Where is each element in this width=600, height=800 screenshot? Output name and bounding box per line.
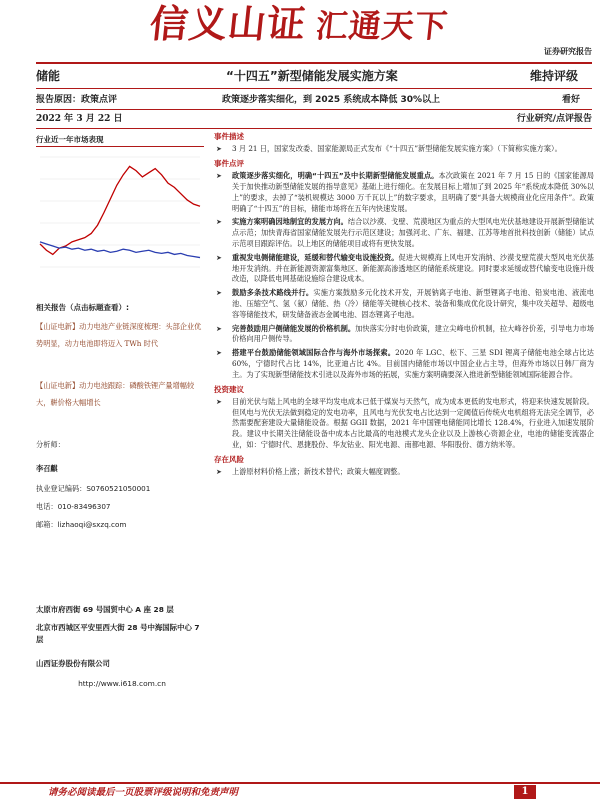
address-line: 太原市府西街 69 号国贸中心 A 座 28 层 (36, 605, 174, 614)
title-row (36, 67, 592, 85)
page-number: 1 (514, 785, 536, 799)
analyst-email[interactable]: 邮箱：lizhaoqi@sxzq.com (36, 520, 127, 529)
company-url[interactable]: http://www.i618.com.cn (78, 679, 166, 688)
paragraph-text: 目前光伏与陆上风电的全球平均发电成本已低于煤炭与天然气，成为成本更低的发电形式，将迎来快速发展阶段。但风电与光伏无法做到稳定的发电功率，且风电与光伏发电占比达到一定阈值后传统火电机组将无法完全调节，必然需要配套建设大量储能设备。根据 GGII 数据，2021 年中国锂电储能同比增长 128.4%，行业进入加速发展阶段。建议中长期关注储能设备中成本占比最高的电池模式龙头企业以及上游核心资源企业，电池的储能变流器企业，如：宁德时代、恩捷股份、华友钴业、阳光电源、南都电源、华阳股份、德方纳米等。 (232, 396, 594, 450)
paragraph-text: 结合以沙漠、戈壁、荒漠地区为重点的大型风电光伏基地建设开展新型储能试点示范；加快青海省国家储能发展先行示范区建设；加强河北、广东、福建、江苏等地首批科技创新（储能）试点示范项目跟踪评估。以上地区的储能项目或将有更快发展。 (232, 217, 594, 249)
paragraph-text: 本次政策在 2021 年 7 月 15 日的《国家能源局关于加快推动新型储能发展的指导意见》基础上进行细化。在发展目标上增加了到 2025 年“系统成本降低 30%以上”的要求，去掉了“装机规模达 3000 万千瓦以上”的数字要求，且明确了要“具备大规模商业化应用条件”。政策明确了“十四五”的目标，储能市场将在五年内快速发展。 (232, 171, 594, 213)
related-tag: 【山证电新】 (36, 381, 80, 390)
section-comment: 事件点评 (214, 159, 244, 169)
arrow-icon: ➤ (216, 289, 222, 298)
paragraph (214, 253, 594, 285)
paragraph-text: 促进大规模海上风电开发消纳、沙漠戈壁荒漠大型风电光伏基地开发消纳。并在新能源资源富集地区、新能源高渗透地区的储能系统建设。同时要求延缓或替代输变电设施升级改造，以降低电网基础设施综合建设成本。 (232, 252, 594, 284)
divider (36, 109, 592, 110)
analyst-heading: 分析师： (36, 440, 65, 449)
paragraph (214, 144, 594, 155)
analyst-phone: 电话：010-83496307 (36, 502, 111, 511)
disclaimer-note: 请务必阅读最后一页股票评级说明和免责声明 (48, 787, 239, 798)
paragraph-lead: 鼓励多条技术路线并行。 (232, 288, 314, 298)
arrow-icon: ➤ (216, 253, 222, 262)
section-invest: 投资建议 (214, 384, 244, 394)
related-heading: 相关报告（点击标题查看）: (36, 303, 129, 312)
paragraph-text: 上游原材料价格上涨；新技术替代；政策大幅度调整。 (232, 467, 405, 477)
paragraph (214, 324, 594, 346)
report-title: “十四五”新型储能发展实施方案 (226, 69, 398, 83)
arrow-icon: ➤ (216, 145, 222, 154)
company-name: 山西证券股份有限公司 (36, 659, 110, 668)
paragraph-lead: 完善鼓励用户侧储能发展的价格机制。 (232, 323, 356, 333)
related-report-1[interactable] (36, 318, 204, 352)
paragraph (214, 397, 594, 451)
paragraph-text: 2020 年 LGC、松下、三星 SDI 锂离子储能电池全球占比达 60%，宁德时代占比 14%，比亚迪占比 4%。目前国内储能市场以中国企业占主导，但海外市场以日韩厂商为主。为了实现新型储能技术引进以及海外市场的拓展，实施方案明确要深入推进新型储能领域国际能源合作。 (232, 348, 594, 379)
slogan-part-b: 汇通天下 (313, 7, 450, 45)
arrow-icon: ➤ (216, 468, 222, 477)
section-risk: 存在风险 (214, 454, 244, 464)
series-line-1 (40, 242, 200, 258)
arrow-icon: ➤ (216, 172, 222, 181)
arrow-icon: ➤ (216, 397, 222, 406)
paragraph (214, 288, 594, 320)
divider (36, 62, 592, 64)
related-report-2[interactable] (36, 377, 204, 411)
related-link[interactable]: 动力电池跟踪：磷酸铁锂产量增幅较大，輧价格大幅增长 (36, 381, 195, 407)
paragraph (214, 467, 594, 478)
chart-title: 行业近一年市场表现 (36, 134, 204, 147)
slogan-part-a: 信义山证 (147, 2, 309, 46)
market-chart (36, 151, 204, 271)
header-banner (0, 0, 600, 62)
report-type: 行业研究/点评报告 (516, 114, 592, 124)
address-line: 北京市西城区平安里西大街 28 号中海国际中心 7 层 (36, 623, 200, 645)
divider (36, 128, 592, 129)
report-date: 2022 年 3 月 22 日 (36, 114, 123, 124)
analyst-name: 李召麒 (36, 464, 58, 473)
paragraph-text: 加快落实分时电价政策，建立尖峰电价机制，拉大峰谷价差，引导电力市场价格向用户侧传导。 (232, 323, 594, 344)
arrow-icon: ➤ (216, 324, 222, 333)
industry-label: 储能 (36, 69, 61, 83)
related-link[interactable]: 动力电池产业链深度梳理：头部企业优势明显，动力电池即将迈入 TWh 时代 (36, 322, 202, 348)
footer-divider (0, 782, 600, 784)
subtitle-row (36, 94, 592, 108)
related-tag: 【山证电新】 (36, 322, 80, 331)
section-event: 事件描述 (214, 132, 244, 141)
main-column (214, 131, 594, 481)
date-row (36, 113, 592, 129)
paragraph-text: 3 月 21 日，国家发改委、国家能源局正式发布《“十四五”新型储能发展实施方案》（下简称实施方案）。 (232, 144, 562, 154)
market-chart-svg (36, 151, 204, 273)
paragraph-lead: 实施方案明确因地制宜的发展方向。 (232, 217, 348, 227)
rating-value: 看好 (561, 95, 580, 105)
report-reason: 报告原因：政策点评 (36, 95, 118, 105)
paragraph-lead: 搭建平台鼓励储能领域国际合作与海外市场探索。 (232, 348, 396, 358)
paragraph (214, 348, 594, 380)
paragraph-lead: 重视发电侧储能建设，延缓和替代输变电设施投资。 (232, 252, 399, 262)
paragraph (214, 171, 594, 214)
dept-label: 证券研究报告 (544, 47, 592, 56)
paragraph (214, 217, 594, 249)
arrow-icon: ➤ (216, 218, 222, 227)
report-subtitle: 政策逐步落实细化，到 2025 系统成本降低 30%以上 (222, 95, 440, 105)
arrow-icon: ➤ (216, 349, 222, 358)
rating-label: 维持评级 (529, 69, 578, 83)
analyst-cert: 执业登记编码：S0760521050001 (36, 484, 151, 493)
series-line-0 (40, 167, 200, 255)
left-column (36, 134, 204, 271)
paragraph-lead: 政策逐步落实细化，明确“十四五”及中长期新型储能发展重点。 (232, 171, 439, 181)
banner-slogan (147, 0, 451, 53)
page-footer (0, 782, 600, 800)
divider (36, 88, 592, 89)
paragraph-text: 实施方案鼓励多元化技术开发，开展钠离子电池、新型锂离子电池、铅炭电池、液流电池、压缩空气、氢（氨）储能、热（冷）储能等关键核心技术、装备和集成优化设计研究，集中攻关超导、超级电容等储能技术，研发储备液态金属电池、固态锂离子电池。 (232, 288, 594, 319)
